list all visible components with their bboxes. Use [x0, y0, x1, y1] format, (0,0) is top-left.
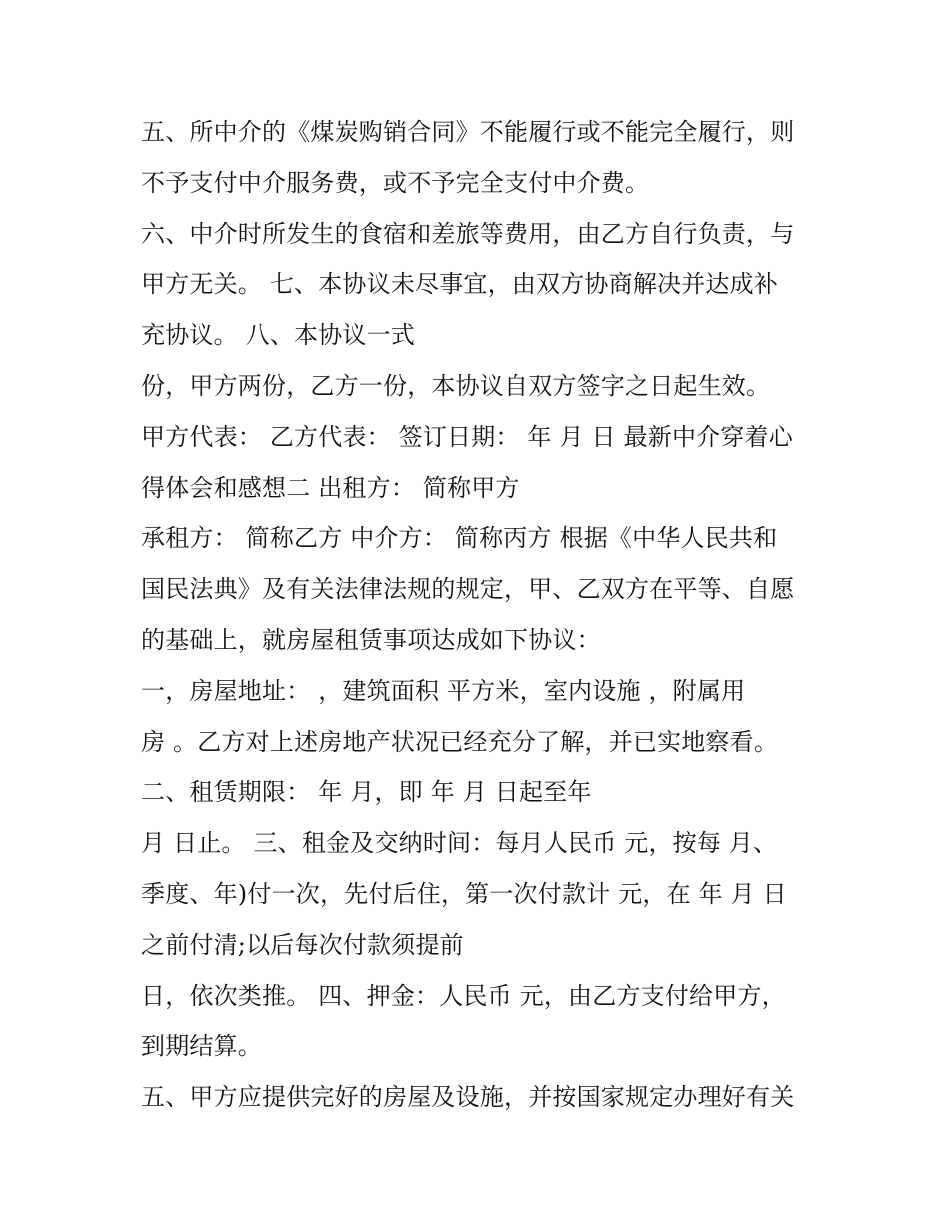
text-line: 甲方代表： 乙方代表： 签订日期： 年 月 日 最新中介穿着心 — [141, 422, 793, 451]
text-line: 得体会和感想二 出租方： 简称甲方 — [141, 473, 520, 502]
text-line: 之前付清;以后每次付款须提前 — [141, 930, 464, 959]
text-line: 国民法典》及有关法律法规的规定，甲、乙双方在平等、自愿 — [141, 575, 795, 604]
text-line: 充协议。 八、本协议一式 — [141, 321, 416, 350]
document-body — [141, 107, 821, 1123]
text-line: 六、中介时所发生的食宿和差旅等费用，由乙方自行负责，与 — [141, 219, 795, 248]
text-line: 承租方： 简称乙方 中介方： 简称丙方 根据《中华人民共和 — [141, 524, 778, 553]
text-line: 房 。乙方对上述房地产状况已经充分了解，并已实地察看。 — [141, 727, 779, 756]
text-line: 一，房屋地址： ，建筑面积 平方米，室内设施 ，附属用 — [141, 676, 746, 705]
text-line: 份，甲方两份，乙方一份，本协议自双方签字之日起生效。 — [141, 371, 771, 400]
text-line: 五、所中介的《煤炭购销合同》不能履行或不能完全履行，则 — [141, 118, 795, 146]
text-line: 的基础上，就房屋租赁事项达成如下协议： — [141, 625, 601, 654]
text-line: 月 日止。 三、租金及交纳时间：每月人民币 元，按每 月、 — [141, 829, 778, 858]
text-line: 季度、年)付一次，先付后住，第一次付款计 元，在 年 月 日 — [141, 879, 787, 908]
text-line: 日，依次类推。 四、押金：人民币 元，由乙方支付给甲方， — [141, 981, 786, 1010]
text-line: 到期结算。 — [141, 1032, 262, 1061]
text-line: 五、甲方应提供完好的房屋及设施，并按国家规定办理好有关 — [141, 1083, 795, 1112]
text-line: 不予支付中介服务费，或不予完全支付中介费。 — [141, 168, 650, 197]
text-line: 二、租赁期限： 年 月，即 年 月 日起至年 — [141, 778, 592, 807]
text-line: 甲方无关。 七、本协议未尽事宜，由双方协商解决并达成补 — [141, 270, 779, 299]
